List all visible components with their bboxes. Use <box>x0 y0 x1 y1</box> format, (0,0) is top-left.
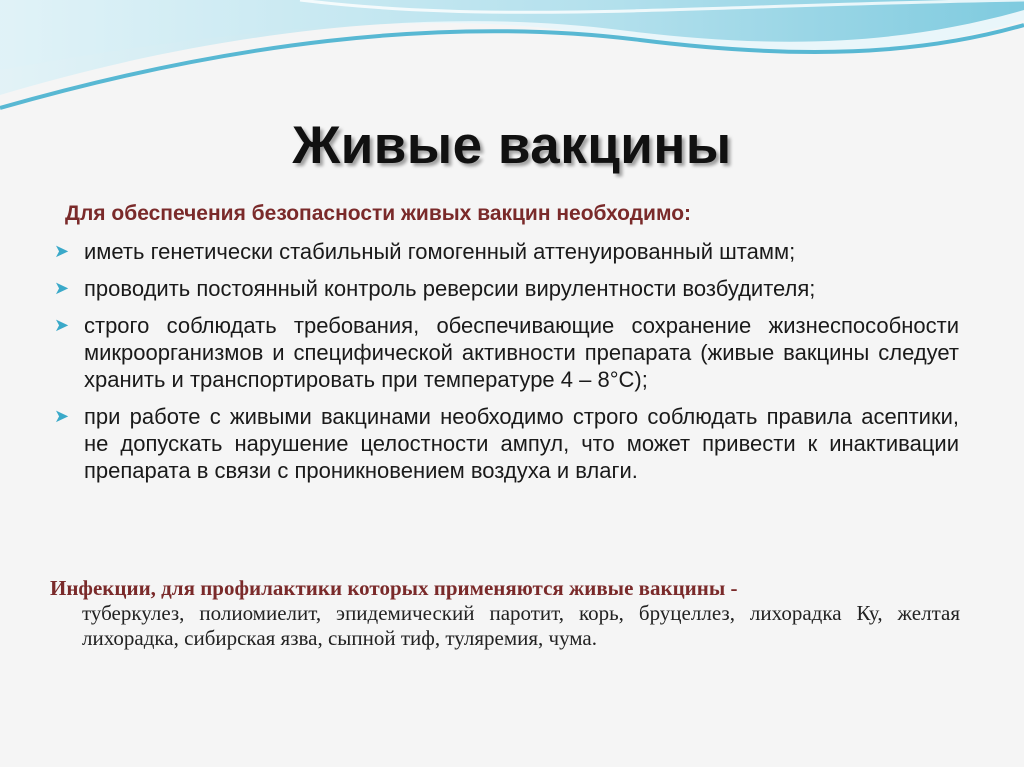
slide-title: Живые вакцины <box>292 116 732 175</box>
bullet-item <box>54 312 959 393</box>
infections-list: туберкулез, полиомиелит, эпидемический паротит, корь, бруцеллез, лихорадка Ку, желтая лихорадка, сибирская язва, сыпной тиф, туляремия, чума. <box>82 601 960 650</box>
infections-block <box>50 576 960 651</box>
bullet-list <box>54 238 959 494</box>
bullet-text: иметь генетически стабильный гомогенный аттенуированный штамм; <box>84 239 796 264</box>
bullet-text: строго соблюдать требования, обеспечивающие сохранение жизнеспособности микроорганизмов и специфической активности препарата (живые вакцины следует хранить и транспортировать при температуре 4 – 8°С); <box>84 313 959 392</box>
arrow-bullet-icon: ➤ <box>54 241 70 261</box>
infections-heading: Инфекции, для профилактики которых применяются живые вакцины - <box>50 576 738 600</box>
arrow-bullet-icon: ➤ <box>54 315 70 335</box>
bullet-item <box>54 238 959 265</box>
bullet-text: проводить постоянный контроль реверсии вирулентности возбудителя; <box>84 276 816 301</box>
arrow-bullet-icon: ➤ <box>54 406 70 426</box>
bullet-item <box>54 403 959 484</box>
arrow-bullet-icon: ➤ <box>54 278 70 298</box>
wave-decoration <box>0 0 1024 120</box>
bullet-text: при работе с живыми вакцинами необходимо строго соблюдать правила асептики, не допускать нарушение целостности ампул, что может привести к инактивации препарата в связи с проникновением воздуха и влаги. <box>84 404 959 483</box>
bullet-item <box>54 275 959 302</box>
slide-subtitle: Для обеспечения безопасности живых вакцин необходимо: <box>65 202 692 225</box>
